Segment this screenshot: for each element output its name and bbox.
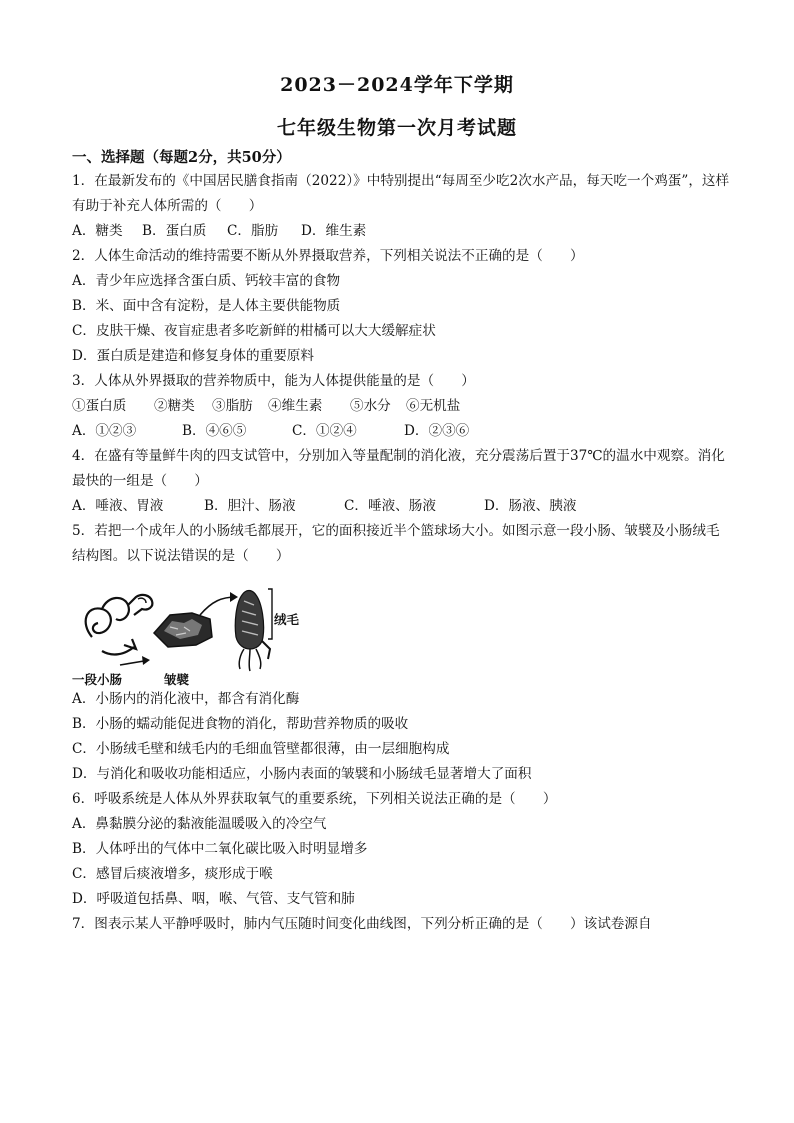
question-1-options <box>72 219 732 244</box>
year-title: 2023－2024学年下学期 <box>280 74 514 96</box>
q2-option-a[interactable]: A．青少年应选择含蛋白质、钙较丰富的食物 <box>72 273 341 289</box>
q2-option-d[interactable]: D．蛋白质是建造和修复身体的重要原料 <box>72 348 314 364</box>
q4-option-c[interactable]: C．唾液、肠液 <box>344 498 436 514</box>
q4-option-d[interactable]: D．肠液、胰液 <box>484 498 577 514</box>
q6-option-b[interactable]: B．人体呼出的气体中二氧化碳比吸入时明显增多 <box>72 841 368 857</box>
question-1-stem: 1．在最新发布的《中国居民膳食指南（2022）》中特别提出“每周至少吃2次水产品，每天吃一个鸡蛋”，这样有助于补充人体所需的（ ） <box>72 173 730 214</box>
small-intestine-drawing <box>86 595 153 655</box>
question-4-options <box>72 494 732 519</box>
q4-option-b[interactable]: B．胆汁、肠液 <box>204 498 296 514</box>
question-list <box>72 169 732 937</box>
q3-item-6: ⑥无机盐 <box>406 398 461 414</box>
fold-drawing <box>154 613 212 647</box>
arrow-head-fold <box>142 656 150 665</box>
q3-option-d[interactable]: D．②③⑥ <box>404 423 470 439</box>
arrow-to-fold <box>120 661 144 665</box>
q2-option-c[interactable]: C．皮肤干燥、夜盲症患者多吃新鲜的柑橘可以大大缓解症状 <box>72 323 436 339</box>
label-intestine-segment: 一段小肠 <box>72 672 123 687</box>
q1-option-d[interactable]: D．维生素 <box>301 223 367 239</box>
q3-option-a[interactable]: A．①②③ <box>72 423 137 439</box>
intestine-figure <box>72 575 302 687</box>
q6-option-a[interactable]: A．鼻黏膜分泌的黏液能温暖吸入的冷空气 <box>72 816 327 832</box>
q3-item-3: ③脂肪 <box>212 398 253 414</box>
question-7-stem: 7．图表示某人平静呼吸时，肺内气压随时间变化曲线图，下列分析正确的是（ ）该试卷源自 <box>72 916 652 932</box>
q2-option-b[interactable]: B．米、面中含有淀粉，是人体主要供能物质 <box>72 298 341 314</box>
q5-option-d[interactable]: D．与消化和吸收功能相适应，小肠内表面的皱襞和小肠绒毛显著增大了面积 <box>72 766 532 782</box>
villus-drawing <box>235 591 270 672</box>
section-heading: 一、选择题（每题2分，共50分） <box>72 149 291 166</box>
arrow-head-villus <box>230 592 238 602</box>
question-5-stem: 5．若把一个成年人的小肠绒毛都展开，它的面积接近半个篮球场大小。如图示意一段小肠、皱襞及小肠绒毛结构图。以下说法错误的是（ ） <box>72 523 720 564</box>
q3-option-c[interactable]: C．①②④ <box>292 423 357 439</box>
question-3-options <box>72 419 732 444</box>
question-3-stem: 3．人体从外界摄取的营养物质中，能为人体提供能量的是（ ） <box>72 373 475 389</box>
q6-option-d[interactable]: D．呼吸道包括鼻、咽，喉、气管、支气管和肺 <box>72 891 355 907</box>
q5-option-a[interactable]: A．小肠内的消化液中，都含有消化酶 <box>72 691 300 707</box>
q3-item-4: ④维生素 <box>268 398 323 414</box>
q6-option-c[interactable]: C．感冒后痰液增多，痰形成于喉 <box>72 866 273 882</box>
label-fold: 皱襞 <box>164 672 190 687</box>
q5-option-c[interactable]: C．小肠绒毛壁和绒毛内的毛细血管壁都很薄，由一层细胞构成 <box>72 741 450 757</box>
q3-option-b[interactable]: B．④⑥⑤ <box>182 423 247 439</box>
q5-option-b[interactable]: B．小肠的蠕动能促进食物的消化，帮助营养物质的吸收 <box>72 716 409 732</box>
q4-option-a[interactable]: A．唾液、胃液 <box>72 498 164 514</box>
villus-bracket <box>268 589 272 639</box>
q3-item-2: ②糖类 <box>154 398 195 414</box>
question-4-stem: 4．在盛有等量鲜牛肉的四支试管中，分别加入等量配制的消化液，充分震荡后置于37℃的温水中观察。消化最快的一组是（ ） <box>72 448 725 489</box>
label-villus: 绒毛 <box>274 612 300 627</box>
q1-option-b[interactable]: B．蛋白质 <box>142 223 207 239</box>
exam-title: 七年级生物第一次月考试题 <box>276 117 517 139</box>
q3-item-1: ①蛋白质 <box>72 398 127 414</box>
q3-item-5: ⑤水分 <box>350 398 391 414</box>
question-6-stem: 6．呼吸系统是人体从外界获取氧气的重要系统，下列相关说法正确的是（ ） <box>72 791 557 807</box>
question-3-items <box>72 394 732 419</box>
question-2-stem: 2．人体生命活动的维持需要不断从外界摄取营养，下列相关说法不正确的是（ ） <box>72 248 584 264</box>
q1-option-a[interactable]: A．糖类 <box>72 223 123 239</box>
q1-option-c[interactable]: C．脂肪 <box>227 223 279 239</box>
